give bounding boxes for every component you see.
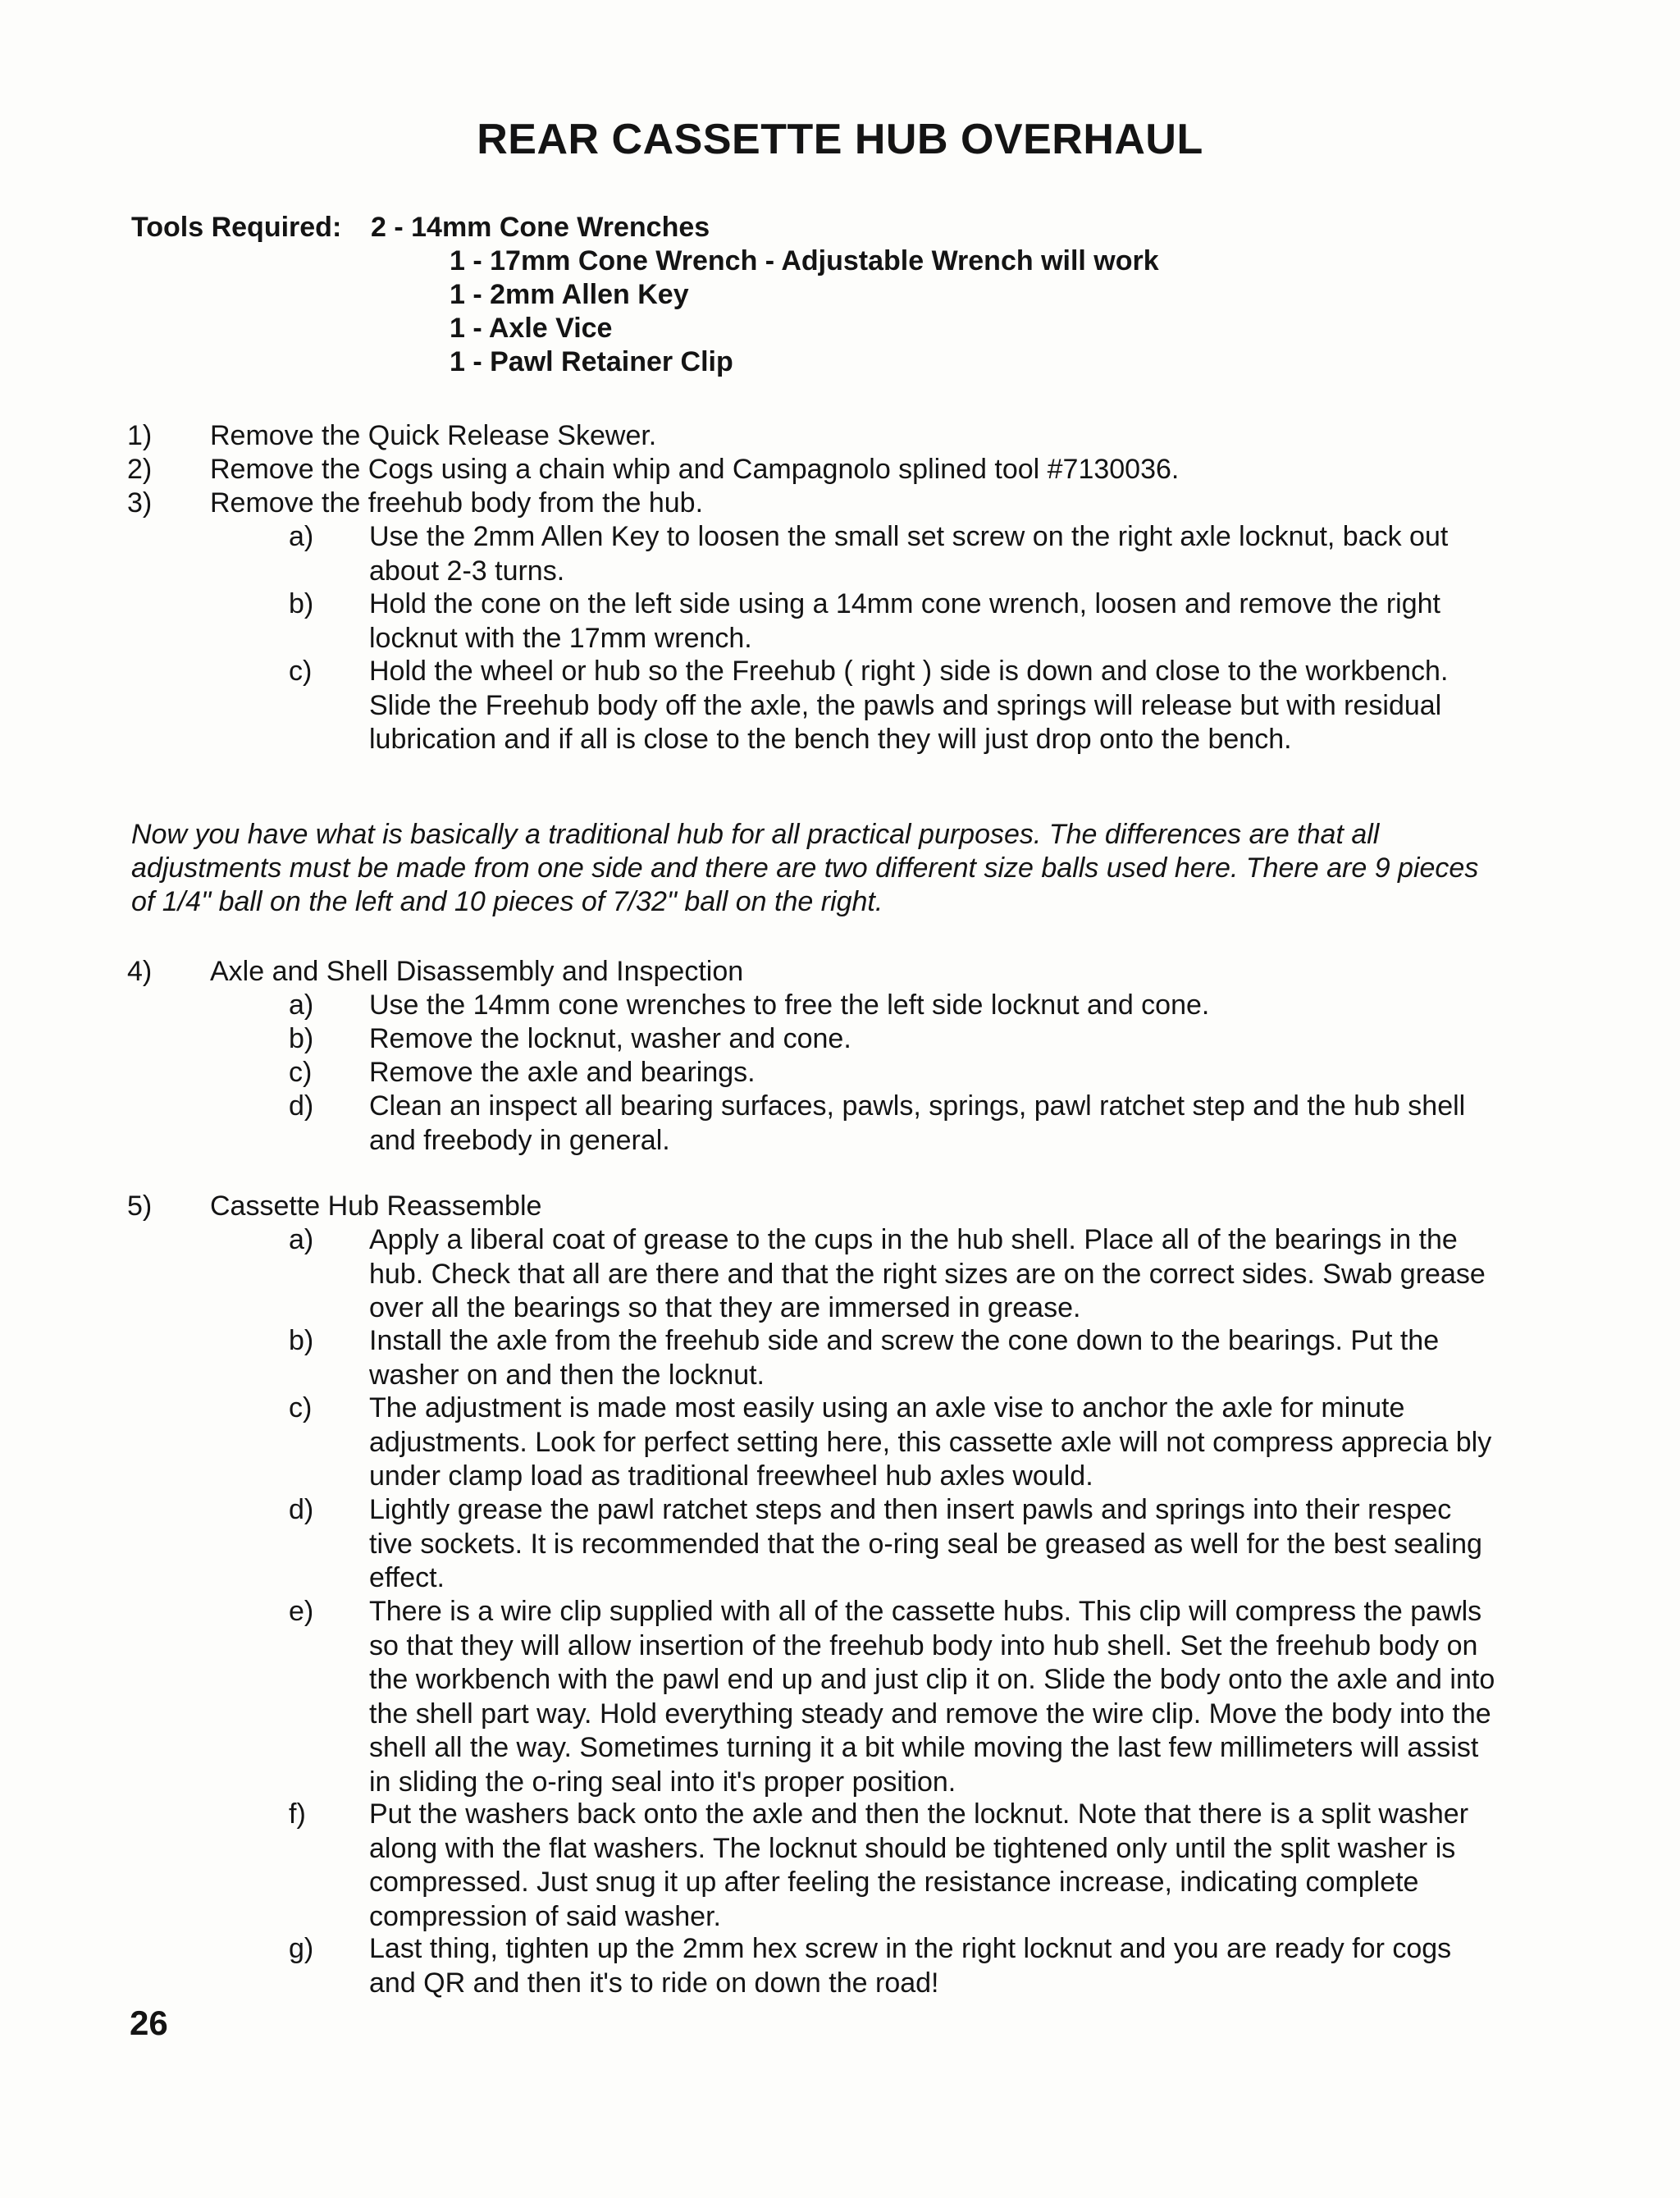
step-number: 3) bbox=[127, 487, 153, 519]
page-number: 26 bbox=[130, 2004, 168, 2042]
substep-text: Hold the cone on the left side using a 14mm cone wrench, loosen and remove the right locknut with the 17mm wrench. bbox=[369, 588, 1440, 654]
step-text: Axle and Shell Disassembly and Inspection bbox=[210, 956, 744, 987]
tool-item: 2 - 14mm Cone Wrenches bbox=[371, 212, 710, 243]
substep-text: Remove the locknut, washer and cone. bbox=[369, 1023, 851, 1054]
substep-letter: a) bbox=[289, 521, 314, 552]
step-text: Remove the freehub body from the hub. bbox=[210, 487, 704, 519]
substep-letter: f) bbox=[289, 1798, 306, 1830]
step-text: Remove the Cogs using a chain whip and Campagnolo splined tool #7130036. bbox=[210, 454, 1180, 485]
step-number: 1) bbox=[127, 420, 153, 451]
substep-letter: b) bbox=[289, 588, 314, 619]
step-text: Remove the Quick Release Skewer. bbox=[210, 420, 657, 451]
substep-letter: e) bbox=[289, 1596, 314, 1627]
substep-letter: d) bbox=[289, 1090, 314, 1122]
substep-letter: c) bbox=[289, 656, 313, 687]
substep-text: Apply a liberal coat of grease to the cups in the hub shell. Place all of the bearings in the hub. Check that all are there and that the right sizes are on the correct sides. Swab grease over all the bearings so that they are immersed in grease. bbox=[369, 1224, 1486, 1323]
tool-item: 1 - Pawl Retainer Clip bbox=[450, 346, 733, 377]
substep-letter: a) bbox=[289, 989, 314, 1021]
substep-text: Put the washers back onto the axle and then the locknut. Note that there is a split washer along with the flat washers. The locknut should be tightened only until the split washer is compressed. Just snug it up after feeling the resistance increase, indicating complete compression of said washer. bbox=[369, 1798, 1469, 1932]
tool-item: 1 - 17mm Cone Wrench - Adjustable Wrench will work bbox=[450, 245, 1159, 276]
substep-text: Remove the axle and bearings. bbox=[369, 1057, 756, 1088]
substep-letter: g) bbox=[289, 1933, 314, 1964]
step-number: 4) bbox=[127, 956, 153, 987]
page-title: REAR CASSETTE HUB OVERHAUL bbox=[477, 116, 1203, 163]
substep-text: Lightly grease the pawl ratchet steps and then insert pawls and springs into their respec tive sockets. It is recommended that the o-ring seal be greased as well for the best sealing effect. bbox=[369, 1494, 1482, 1593]
substep-text: Install the axle from the freehub side and screw the cone down to the bearings. Put the washer on and then the locknut. bbox=[369, 1325, 1440, 1391]
tool-item: 1 - Axle Vice bbox=[450, 313, 613, 344]
substep-text: Last thing, tighten up the 2mm hex screw in the right locknut and you are ready for cogs and QR and then it's to ride on down the road! bbox=[369, 1933, 1452, 1999]
step-number: 2) bbox=[127, 454, 153, 485]
substep-text: Clean an inspect all bearing surfaces, pawls, springs, pawl ratchet step and the hub shell and freebody in general. bbox=[369, 1090, 1466, 1156]
substep-text: Use the 2mm Allen Key to loosen the small set screw on the right axle locknut, back out about 2-3 turns. bbox=[369, 521, 1449, 587]
substep-text: Use the 14mm cone wrenches to free the left side locknut and cone. bbox=[369, 989, 1210, 1021]
substep-text: The adjustment is made most easily using an axle vise to anchor the axle for minute adjustments. Look for perfect setting here, this cassette axle will not compress apprecia bly under clamp load as traditional freewheel hub axles would. bbox=[369, 1392, 1492, 1492]
step-number: 5) bbox=[127, 1190, 153, 1222]
tool-item: 1 - 2mm Allen Key bbox=[450, 279, 689, 310]
substep-letter: c) bbox=[289, 1392, 313, 1423]
substep-letter: d) bbox=[289, 1494, 314, 1525]
tools-label: Tools Required: bbox=[131, 212, 342, 243]
substep-letter: a) bbox=[289, 1224, 314, 1255]
substep-letter: c) bbox=[289, 1057, 313, 1088]
substep-letter: b) bbox=[289, 1023, 314, 1054]
substep-letter: b) bbox=[289, 1325, 314, 1356]
substep-text: Hold the wheel or hub so the Freehub ( right ) side is down and close to the workbench. Slide the Freehub body off the axle, the pawls and springs will release but with residual lubrication and if all is close to the bench they will just drop onto the bench. bbox=[369, 656, 1449, 755]
substep-text: There is a wire clip supplied with all of the cassette hubs. This clip will compress the pawls so that they will allow insertion of the freehub body into hub shell. Set the freehub body on the workbench with the pawl end up and just clip it on. Slide the body onto the axle and into the shell part way. Hold everything steady and remove the wire clip. Move the body into the shell all the way. Sometimes turning it a bit while moving the last few millimeters will assist in sliding the o-ring seal into it's proper position. bbox=[369, 1596, 1495, 1798]
italic-note: Now you have what is basically a traditional hub for all practical purposes. The differences are that all adjustments must be made from one side and there are two different size balls used here. There are 9 pieces of 1/4" ball on the left and 10 pieces of 7/32" ball on the right. bbox=[131, 819, 1479, 917]
step-text: Cassette Hub Reassemble bbox=[210, 1190, 542, 1222]
